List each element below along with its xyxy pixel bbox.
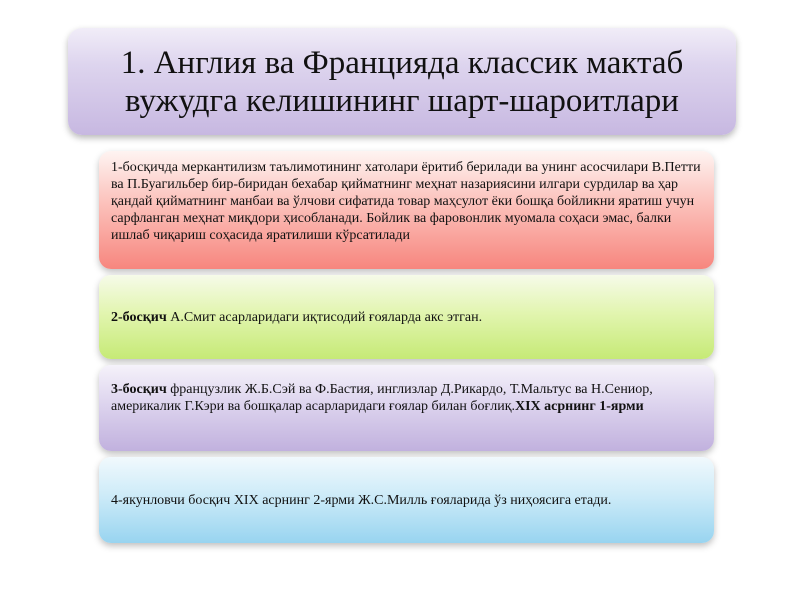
stage-1-box bbox=[99, 151, 714, 269]
stage-2-text: А.Смит асарларидаги иқтисодий ғояларда акс этган. bbox=[166, 309, 483, 325]
stage-4-box bbox=[99, 457, 714, 543]
stage-3-box bbox=[99, 365, 714, 451]
stage-2-paragraph bbox=[111, 309, 482, 326]
slide-title-line-1: 1. Англия ва Францияда классик мактаб bbox=[120, 44, 684, 81]
stage-2-label: 2-босқич bbox=[111, 309, 167, 325]
stage-1-text: 1-босқичда меркантилизм таълимотининг хатолари ёритиб берилади ва унинг асосчилари В.Петти ва П.Буагильбер бир-биридан бехабар қийматнинг меҳнат назариясини илгари сурдилар ва ҳар қандай қийматнинг манбаи ва ўлчови сифатида товар маҳсулот ёки бошқа бойликни яратиш учун сарфланган меҳнат миқдори ҳисобланади. Бойлик ва фаровонлик муомала соҳаси эмас, балки ишлаб чиқариш соҳасида яратилиши кўрсатилади bbox=[111, 160, 701, 243]
stage-3-label: 3-босқич bbox=[111, 382, 167, 397]
stage-4-text: 4-якунловчи босқич XIX асрнинг 2-ярми Ж.С.Милль ғояларида ўз ниҳоясига етади. bbox=[111, 492, 612, 508]
stage-2-box bbox=[99, 275, 714, 359]
stage-3-paragraph bbox=[111, 381, 702, 415]
stage-3-text: французлик Ж.Б.Сэй ва Ф.Бастия, инглизлар Д.Рикардо, Т.Мальтус ва Н.Сениор, америкалик Г.Кэри ва бошқалар асарларидаги ғоялар билан боғлиқ. bbox=[111, 382, 653, 414]
stage-3-period: XIX асрнинг 1-ярми bbox=[515, 399, 644, 414]
slide-title-box bbox=[68, 28, 736, 135]
slide-title-line-2: вужудга келишининг шарт-шароитлари bbox=[125, 82, 679, 119]
slide-title bbox=[121, 44, 684, 120]
